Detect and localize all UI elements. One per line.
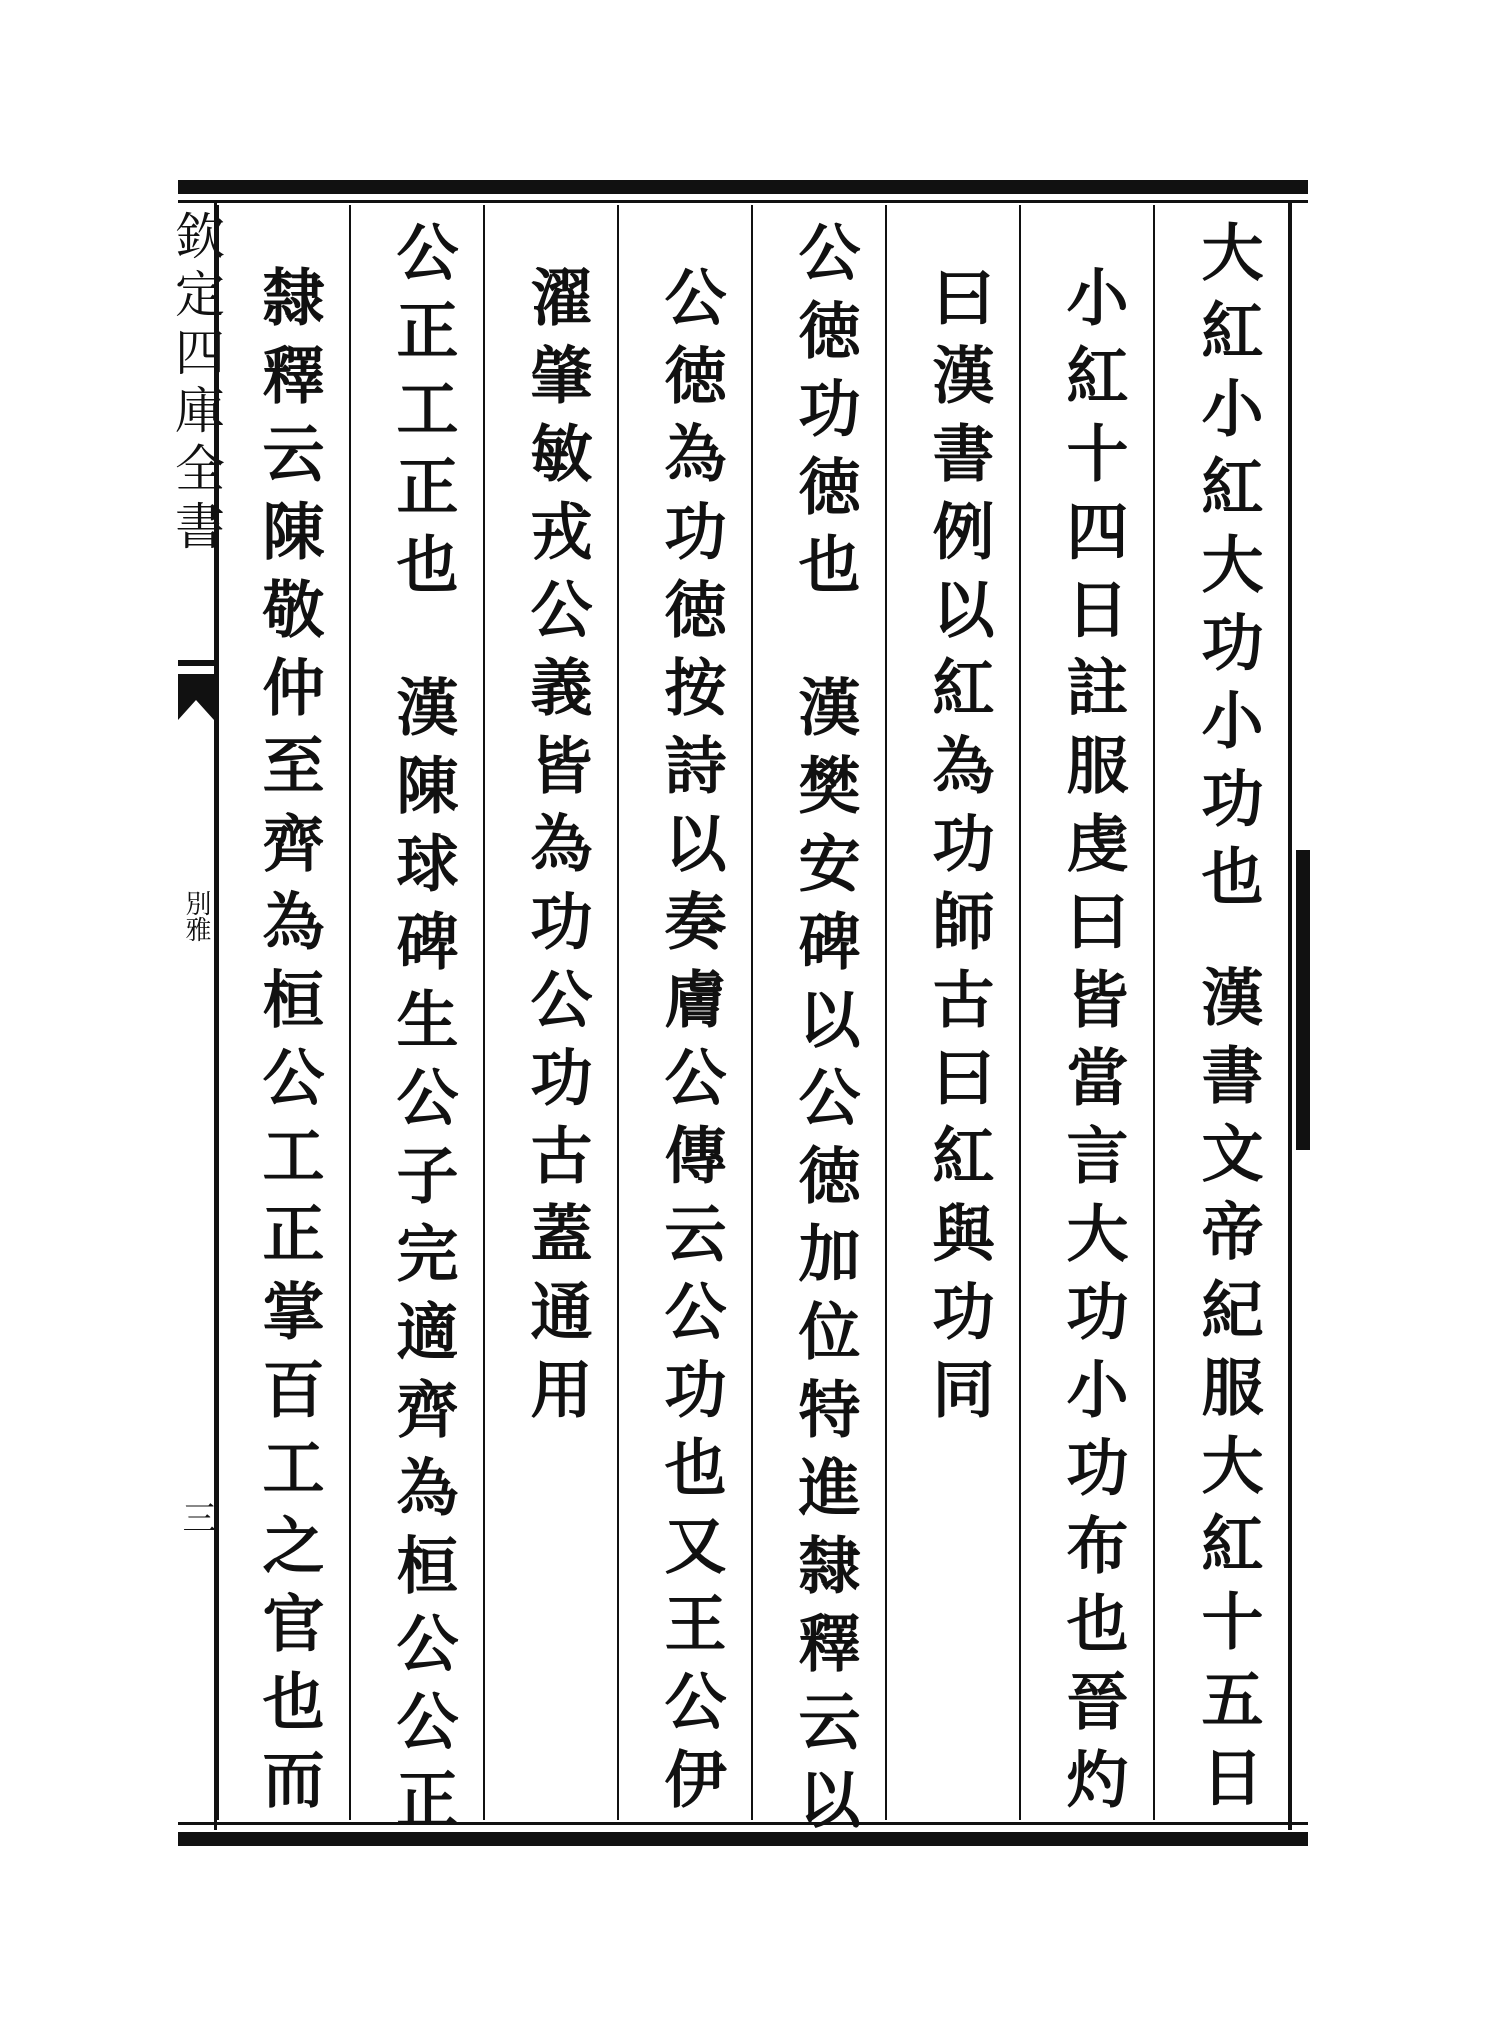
margin-book-title: 欽定四庫全書	[167, 210, 225, 558]
column-text: 濯肇敏戎公義皆為功公功古蓋通用	[520, 265, 593, 1435]
text-column	[217, 205, 349, 1825]
margin-section-title: 別雅	[181, 890, 211, 942]
text-column	[885, 205, 1019, 1820]
text-column	[751, 205, 885, 1845]
text-column	[617, 205, 751, 1825]
column-text: 漢樊安碑以公徳加位特進隸釋云以	[788, 675, 861, 1845]
column-text: 小紅十四日註服虔曰皆當言大功小功布也晉灼	[1056, 265, 1129, 1825]
fishtail-mark	[178, 660, 214, 760]
text-column	[1153, 205, 1288, 1823]
bottom-border-inner	[178, 1822, 1308, 1825]
top-border	[178, 180, 1308, 194]
margin-page-number: 三	[176, 1500, 216, 1534]
column-text: 曰漢書例以紅為功師古曰紅與功同	[922, 265, 995, 1435]
text-column	[1019, 205, 1153, 1825]
column-heading: 大紅小紅大功小功也	[1191, 220, 1264, 922]
column-text: 公徳為功徳按詩以奏膚公傳云公功也又王公伊	[654, 265, 727, 1825]
text-column	[349, 205, 483, 1845]
top-border-inner	[178, 200, 1308, 203]
column-heading: 公徳功徳也	[788, 220, 861, 610]
right-border	[1288, 200, 1292, 1830]
column-text: 漢陳球碑生公子完適齊為桓公公正	[386, 675, 459, 1845]
column-text: 隸釋云陳敬仲至齊為桓公工正掌百工之官也而	[252, 265, 325, 1825]
text-column	[483, 205, 617, 1820]
text-columns	[217, 205, 1288, 1845]
column-heading: 公正工正也	[386, 220, 459, 610]
right-border-mark	[1296, 850, 1310, 1150]
bottom-border	[178, 1832, 1308, 1846]
column-text: 漢書文帝紀服大紅十五日	[1191, 965, 1264, 1823]
